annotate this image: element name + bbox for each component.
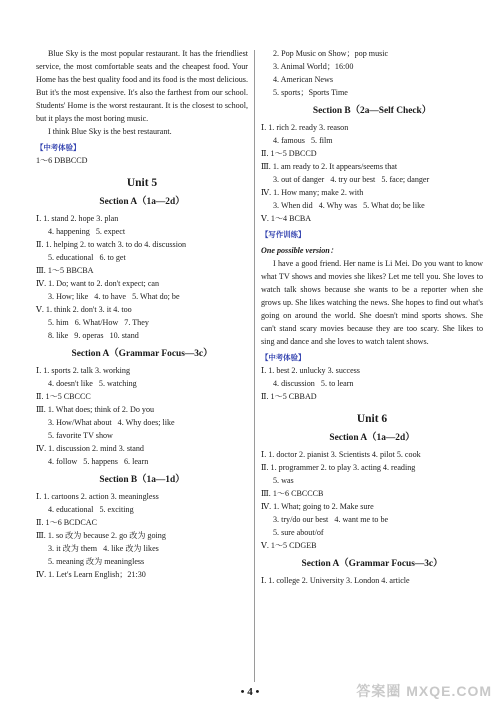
answer-line: 3. Animal World；16:00 <box>273 62 354 71</box>
answer-line: 5. educational 6. to get <box>48 253 126 262</box>
section-title: Section B（2a—Self Check） <box>312 106 432 116</box>
section-lines <box>36 490 248 581</box>
answer-line: Ⅳ. 1. discussion 2. mind 3. stand <box>36 444 144 453</box>
answer-line: 5. meaning 改为 meaningless <box>48 557 145 566</box>
section-lines <box>261 121 483 225</box>
answer-line: 4. educational 5. exciting <box>48 505 134 514</box>
possible-version-label: One possible version： <box>261 246 338 255</box>
answer-line: Ⅰ. 1. best 2. unlucky 3. success <box>261 366 360 375</box>
answer-line: Ⅳ. 1. Let's Learn English；21:30 <box>36 570 146 579</box>
answer-line: Ⅱ. 1. programmer 2. to play 3. acting 4. reading <box>261 463 416 472</box>
section-title: Section B（1a—1d） <box>99 475 185 485</box>
answer-line: Ⅲ. 1. What does; think of 2. Do you <box>36 405 155 414</box>
writing-tag: 【写作训练】 <box>261 230 306 239</box>
answer-line: 4. American News <box>273 75 334 84</box>
unit-title: Unit 6 <box>356 413 388 425</box>
answer-line: Ⅴ. 1～5 CDGEB <box>261 541 317 550</box>
answer-line: Ⅰ. 1. rich 2. ready 3. reason <box>261 123 349 132</box>
answer-line: 3. try/do our best 4. want me to be <box>273 515 389 524</box>
essay-paragraph-1: Blue Sky is the most popular restaurant. It has the friendliest service, the most comfortable seats and the cheapest food. Your Home has the best quality food and its food is the most delicious. But it's the most expensive. It's also the farthest from our school. Students' Home is the worst restaurant. It is the closest to school, but it plays the most boring music. <box>36 49 248 123</box>
answer-line: Ⅳ. 1. How many; make 2. with <box>261 188 364 197</box>
answer-line: Ⅲ. 1～6 CBCCCB <box>261 489 324 498</box>
answer-line: 8. like 9. operas 10. stand <box>48 331 139 340</box>
answer-line: Ⅰ. 1. sports 2. talk 3. working <box>36 366 131 375</box>
answer-line: Ⅱ. 1～5 CBCCC <box>36 392 91 401</box>
answer-line: 3. it 改为 them 4. like 改为 likes <box>48 544 159 553</box>
answer-line: 5. was <box>273 476 294 485</box>
exam-answer: 1～6 DBBCCD <box>36 156 88 165</box>
answer-line: Ⅳ. 1. Do; want to 2. don't expect; can <box>36 279 160 288</box>
answer-line: Ⅰ. 1. cartoons 2. action 3. meaningless <box>36 492 159 501</box>
answer-line: Ⅱ. 1～5 CBBAD <box>261 392 317 401</box>
answer-line: 4. follow 5. happens 6. learn <box>48 457 149 466</box>
exam-tag: 【中考体验】 <box>261 353 306 362</box>
answer-line: 4. doesn't like 5. watching <box>48 379 137 388</box>
answer-line: Ⅰ. 1. college 2. University 3. London 4. article <box>261 576 410 585</box>
column-divider <box>254 50 255 682</box>
answer-line: 5. sports；Sports Time <box>273 88 348 97</box>
answer-line: Ⅴ. 1～4 BCBA <box>261 214 312 223</box>
answer-line: Ⅱ. 1～6 BCDCAC <box>36 518 98 527</box>
answer-line: 4. discussion 5. to learn <box>273 379 354 388</box>
answer-line: 3. How/What about 4. Why does; like <box>48 418 175 427</box>
answer-line: Ⅲ. 1. am ready to 2. It appears/seems that <box>261 162 398 171</box>
answer-line: 3. How; like 4. to have 5. What do; be <box>48 292 180 301</box>
section-title: Section A（1a—2d） <box>329 433 415 443</box>
section-lines <box>36 212 248 342</box>
answer-line: 2. Pop Music on Show；pop music <box>273 49 389 58</box>
answer-line: 3. out of danger 4. try our best 5. face; danger <box>273 175 430 184</box>
answer-line: 5. sure about/of <box>273 528 324 537</box>
right-column <box>261 47 483 587</box>
answer-line: Ⅱ. 1. helping 2. to watch 3. to do 4. discussion <box>36 240 187 249</box>
section-title: Section A（Grammar Focus—3c） <box>301 559 443 569</box>
section-title: Section A（Grammar Focus—3c） <box>71 349 213 359</box>
writing-essay: I have a good friend. Her name is Li Mei. Do you want to know what TV shows and movies she likes? Let me tell you. She loves to watch talk shows because she wants to be a reporter when she grows up. She likes watching the news. She hopes to find out what's going on around the world. She doesn't mind sports shows. She can't stand scary movies because they are too scary. She likes to sing and dance and she loves to watch talent shows. <box>261 259 483 346</box>
watermark-logo: 答案圈 MXQE.COM <box>356 683 492 699</box>
answer-line: Ⅲ. 1～5 BBCBA <box>36 266 94 275</box>
section-lines <box>36 364 248 468</box>
answer-line: Ⅴ. 1. think 2. don't 3. it 4. too <box>36 305 132 314</box>
answer-line: Ⅳ. 1. What; going to 2. Make sure <box>261 502 374 511</box>
answer-line: 3. When did 4. Why was 5. What do; be like <box>273 201 425 210</box>
answer-line: Ⅲ. 1. so 改为 because 2. go 改为 going <box>36 531 166 540</box>
answer-line: 4. famous 5. film <box>273 136 333 145</box>
answer-line: 5. favorite TV show <box>48 431 113 440</box>
answer-line: Ⅱ. 1～5 DBCCD <box>261 149 317 158</box>
section-title: Section A（1a—2d） <box>99 197 185 207</box>
answer-line: 5. him 6. What/How 7. They <box>48 318 149 327</box>
page-number: • 4 • <box>240 686 260 698</box>
answer-line: Ⅰ. 1. stand 2. hope 3. plan <box>36 214 119 223</box>
answer-line: Ⅰ. 1. doctor 2. pianist 3. Scientists 4. pilot 5. cook <box>261 450 421 459</box>
unit-title: Unit 5 <box>126 177 158 189</box>
left-column <box>36 47 248 581</box>
essay-paragraph-2: I think Blue Sky is the best restaurant. <box>48 127 172 136</box>
answer-line: 4. happening 5. expect <box>48 227 126 236</box>
section-lines <box>261 448 483 552</box>
exam-tag: 【中考体验】 <box>36 143 81 152</box>
